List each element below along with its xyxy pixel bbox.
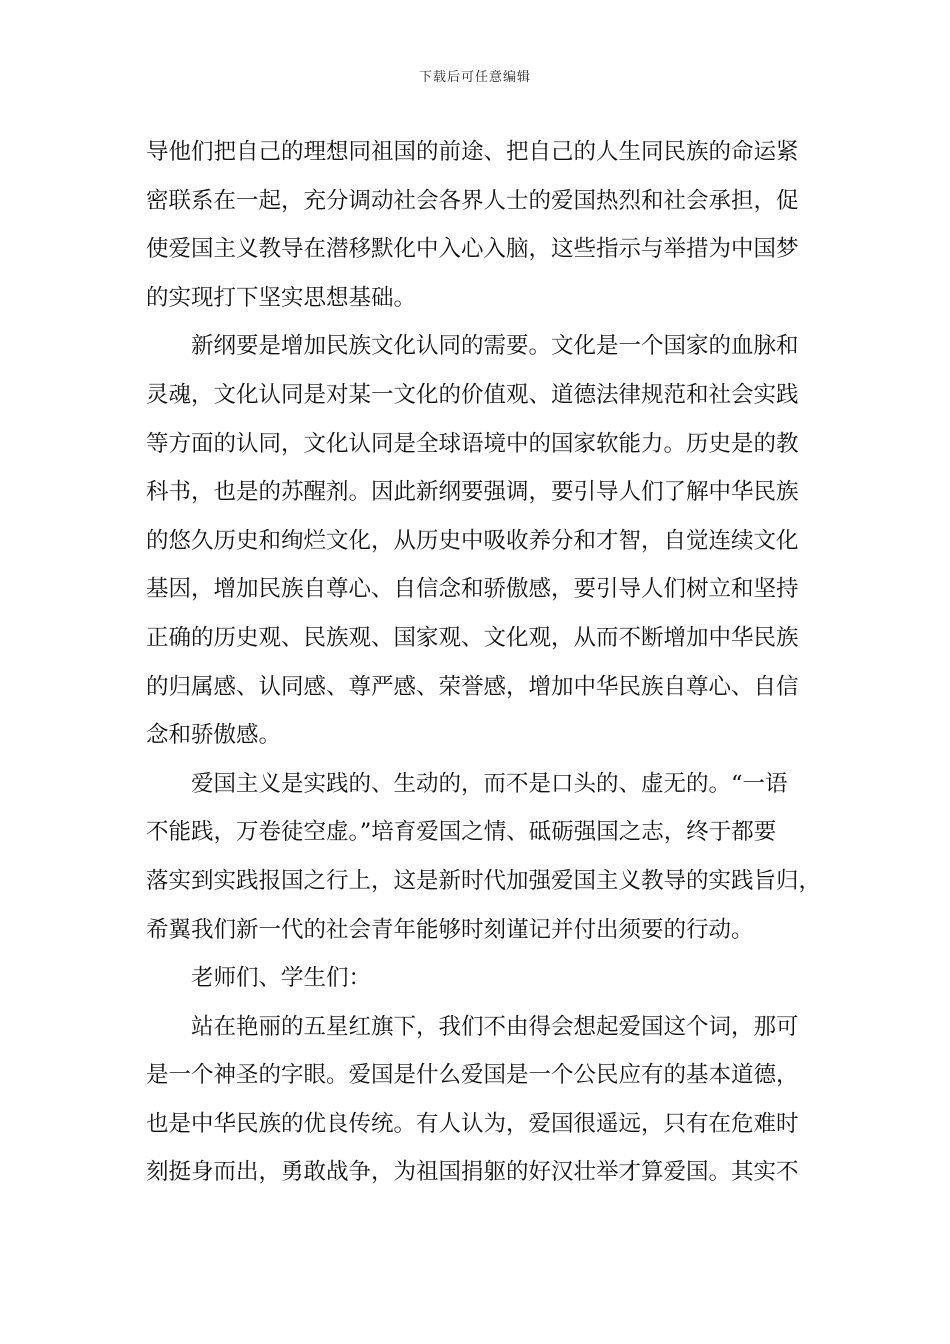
- text-line: 科书，也是的苏醒剂。因此新纲要强调，要引导人们了解中华民族: [146, 479, 799, 506]
- text-line: 落实到实践报国之行上，这是新时代加强爱国主义教导的实践旨归，: [146, 867, 822, 894]
- paragraph-first-line: 新纲要是增加民族文化认同的需要。文化是一个国家的血脉和: [191, 333, 799, 360]
- text-line: 导他们把自己的理想同祖国的前途、把自己的人生同民族的命运紧: [146, 139, 799, 165]
- salutation-line: 老师们、学生们：: [191, 965, 372, 992]
- text-line: 的悠久历史和绚烂文化，从历史中吸收养分和才智，自觉连续文化: [146, 527, 799, 554]
- text-line: 希翼我们新一代的社会青年能够时刻谨记并付出须要的行动。: [146, 916, 754, 943]
- text-line: 念和骄傲感。: [146, 722, 282, 749]
- text-line: 正确的历史观、民族观、国家观、文化观，从而不断增加中华民族: [146, 624, 799, 651]
- text-line: 等方面的认同，文化认同是全球语境中的国家软能力。历史是的教: [146, 430, 799, 457]
- text-line: 密联系在一起，充分调动社会各界人士的爱国热烈和社会承担，促: [146, 187, 799, 214]
- paragraph-first-line: 站在艳丽的五星红旗下，我们不由得会想起爱国这个词，那可: [191, 1013, 799, 1040]
- text-line: 不能践，万卷徒空虚。”培育爱国之情、砥砺强国之志，终于都要: [146, 819, 777, 846]
- text-line: 基因，增加民族自尊心、自信念和骄傲感，要引导人们树立和坚持: [146, 576, 799, 603]
- text-line: 的实现打下坚实思想基础。: [146, 284, 417, 311]
- text-line: 使爱国主义教导在潜移默化中入心入脑，这些指示与举措为中国梦: [146, 236, 799, 263]
- text-line: 刻挺身而出，勇敢战争，为祖国捐躯的好汉壮举才算爱国。其实不: [146, 1159, 799, 1186]
- text-line: 是一个神圣的字眼。爱国是什么爱国是一个公民应有的基本道德，: [146, 1062, 799, 1089]
- text-line: 的归属感、认同感、尊严感、荣誉感，增加中华民族自尊心、自信: [146, 673, 799, 700]
- document-body: [146, 128, 822, 1197]
- paragraph-first-line: 爱国主义是实践的、生动的，而不是口头的、虚无的。“一语: [191, 770, 788, 797]
- text-line: 也是中华民族的优良传统。有人认为，爱国很遥远，只有在危难时: [146, 1110, 799, 1137]
- text-line: 灵魂，文化认同是对某一文化的价值观、道德法律规范和社会实践: [146, 381, 799, 408]
- page-header: 下载后可任意编辑: [418, 70, 531, 85]
